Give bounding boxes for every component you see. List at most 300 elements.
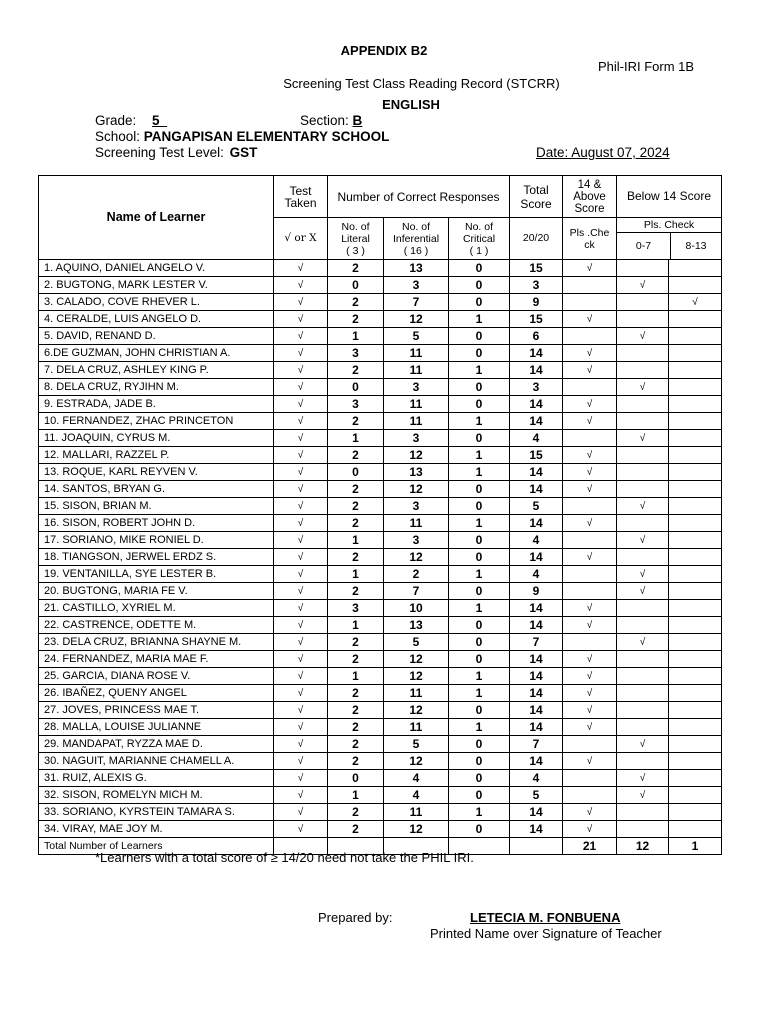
below-8-13-mark (669, 753, 722, 770)
test-taken-mark: √ (274, 787, 328, 804)
below-8-13-mark (669, 617, 722, 634)
document-subtitle: Screening Test Class Reading Record (STCRR) (283, 76, 560, 91)
above-14-mark: √ (563, 668, 617, 685)
col-above-sub: Pls .Che ck (563, 218, 617, 260)
section-line (300, 113, 362, 128)
below-0-7-mark: √ (617, 328, 669, 345)
literal-score: 2 (328, 362, 384, 379)
literal-count: ( 3 ) (346, 244, 365, 257)
literal-score: 0 (328, 464, 384, 481)
below-8-13-mark (669, 787, 722, 804)
literal-score: 2 (328, 447, 384, 464)
above-14-mark (563, 379, 617, 396)
learner-rows (39, 260, 722, 838)
literal-score: 2 (328, 413, 384, 430)
learner-name: 1. AQUINO, DANIEL ANGELO V. (39, 260, 274, 277)
table-row (39, 515, 722, 532)
school-line (95, 129, 389, 144)
below-8-13-mark: √ (669, 294, 722, 311)
learner-name: 31. RUIZ, ALEXIS G. (39, 770, 274, 787)
below-8-13-mark (669, 345, 722, 362)
critical-score: 0 (449, 702, 510, 719)
table-row (39, 430, 722, 447)
below-8-13-mark (669, 413, 722, 430)
inferential-score: 13 (384, 464, 449, 481)
learner-name: 10. FERNANDEZ, ZHAC PRINCETON (39, 413, 274, 430)
critical-score: 0 (449, 498, 510, 515)
learner-name: 6.DE GUZMAN, JOHN CHRISTIAN A. (39, 345, 274, 362)
below-0-7-mark (617, 617, 669, 634)
critical-score: 0 (449, 328, 510, 345)
literal-score: 2 (328, 685, 384, 702)
test-taken-mark: √ (274, 583, 328, 600)
below-8-13-mark (669, 277, 722, 294)
literal-score: 3 (328, 396, 384, 413)
learner-name: 8. DELA CRUZ, RYJIHN M. (39, 379, 274, 396)
below-0-7-mark (617, 294, 669, 311)
footnote: *Learners with a total score of ≥ 14/20 need not take the PHIL IRI. (95, 850, 474, 865)
literal-score: 1 (328, 532, 384, 549)
level-line (95, 145, 257, 160)
total-score: 14 (510, 804, 563, 821)
literal-score: 1 (328, 617, 384, 634)
total-score: 15 (510, 260, 563, 277)
below-8-13-mark (669, 583, 722, 600)
above-14-mark: √ (563, 345, 617, 362)
critical-score: 0 (449, 583, 510, 600)
critical-score: 1 (449, 668, 510, 685)
test-taken-mark: √ (274, 464, 328, 481)
below-0-7-mark: √ (617, 379, 669, 396)
above-14-mark: √ (563, 447, 617, 464)
table-row (39, 583, 722, 600)
critical-score: 1 (449, 515, 510, 532)
above-14-mark: √ (563, 702, 617, 719)
col-literal-header (328, 218, 384, 260)
inferential-score: 12 (384, 447, 449, 464)
below-8-13-mark (669, 447, 722, 464)
col-test-taken-header: Test Taken (274, 176, 328, 218)
col-test-taken-sub: √ or X (274, 218, 328, 260)
form-code: Phil-IRI Form 1B (598, 59, 695, 74)
critical-score: 0 (449, 736, 510, 753)
level-label: Screening Test Level: (95, 145, 224, 160)
above-14-mark: √ (563, 464, 617, 481)
critical-score: 1 (449, 566, 510, 583)
learner-name: 5. DAVID, RENAND D. (39, 328, 274, 345)
below-range-a: 0-7 (617, 233, 671, 259)
test-taken-mark: √ (274, 277, 328, 294)
below-0-7-mark (617, 668, 669, 685)
inferential-score: 11 (384, 515, 449, 532)
total-score: 14 (510, 702, 563, 719)
literal-score: 0 (328, 379, 384, 396)
learner-name: 32. SISON, ROMELYN MICH M. (39, 787, 274, 804)
inferential-score: 11 (384, 685, 449, 702)
literal-score: 2 (328, 634, 384, 651)
table-row (39, 685, 722, 702)
critical-score: 1 (449, 362, 510, 379)
total-score: 9 (510, 583, 563, 600)
total-score: 14 (510, 685, 563, 702)
test-taken-mark: √ (274, 702, 328, 719)
above-14-mark: √ (563, 362, 617, 379)
critical-score: 0 (449, 345, 510, 362)
below-0-7-mark: √ (617, 566, 669, 583)
prepared-by-label: Prepared by: (318, 910, 393, 925)
critical-score: 0 (449, 770, 510, 787)
below-0-7-mark: √ (617, 430, 669, 447)
test-taken-mark: √ (274, 515, 328, 532)
col-below-header: Below 14 Score (617, 176, 722, 218)
below-8-13-mark (669, 804, 722, 821)
learner-name: 33. SORIANO, KYRSTEIN TAMARA S. (39, 804, 274, 821)
total-score: 7 (510, 736, 563, 753)
level-value: GST (229, 145, 258, 160)
appendix-title: APPENDIX B2 (340, 43, 428, 58)
school-label: School: (95, 129, 141, 144)
table-row (39, 379, 722, 396)
below-0-7-mark (617, 260, 669, 277)
above-14-mark: √ (563, 821, 617, 838)
grade-value: 5_ (152, 113, 168, 128)
below-0-7-mark: √ (617, 277, 669, 294)
total-score: 14 (510, 651, 563, 668)
table-row (39, 617, 722, 634)
test-taken-mark: √ (274, 481, 328, 498)
above-14-mark: √ (563, 515, 617, 532)
learner-name: 19. VENTANILLA, SYE LESTER B. (39, 566, 274, 583)
total-score: 14 (510, 600, 563, 617)
total-score: 14 (510, 753, 563, 770)
above-14-mark: √ (563, 549, 617, 566)
below-8-13-mark (669, 702, 722, 719)
critical-score: 0 (449, 549, 510, 566)
col-total-header: Total Score (510, 176, 563, 218)
total-score: 14 (510, 821, 563, 838)
literal-score: 2 (328, 260, 384, 277)
section-value: B (352, 113, 363, 128)
inferential-score: 11 (384, 362, 449, 379)
critical-score: 0 (449, 277, 510, 294)
below-8-13-mark (669, 464, 722, 481)
table-row (39, 447, 722, 464)
literal-score: 2 (328, 583, 384, 600)
test-taken-mark: √ (274, 345, 328, 362)
table-row (39, 566, 722, 583)
below-0-7-mark: √ (617, 787, 669, 804)
above-14-mark: √ (563, 311, 617, 328)
below-0-7-mark (617, 362, 669, 379)
inferential-score: 4 (384, 787, 449, 804)
critical-score: 0 (449, 787, 510, 804)
below-8-13-mark (669, 566, 722, 583)
inferential-score: 11 (384, 345, 449, 362)
learner-name: 24. FERNANDEZ, MARIA MAE F. (39, 651, 274, 668)
test-taken-mark: √ (274, 260, 328, 277)
literal-score: 1 (328, 430, 384, 447)
above-14-mark: √ (563, 719, 617, 736)
table-row (39, 787, 722, 804)
table-row (39, 413, 722, 430)
table-row (39, 464, 722, 481)
inferential-score: 7 (384, 583, 449, 600)
below-0-7-mark (617, 821, 669, 838)
table-row (39, 396, 722, 413)
table-row (39, 634, 722, 651)
learner-name: 12. MALLARI, RAZZEL P. (39, 447, 274, 464)
below-0-7-mark (617, 515, 669, 532)
learner-name: 22. CASTRENCE, ODETTE M. (39, 617, 274, 634)
literal-score: 1 (328, 668, 384, 685)
test-taken-mark: √ (274, 379, 328, 396)
learner-name: 26. IBAÑEZ, QUENY ANGEL (39, 685, 274, 702)
col-below-sub (617, 218, 722, 260)
literal-score: 0 (328, 277, 384, 294)
literal-score: 2 (328, 719, 384, 736)
learner-name: 16. SISON, ROBERT JOHN D. (39, 515, 274, 532)
total-score: 9 (510, 294, 563, 311)
learner-name: 13. ROQUE, KARL REYVEN V. (39, 464, 274, 481)
below-0-7-mark (617, 447, 669, 464)
total-score: 14 (510, 515, 563, 532)
below-8-13-mark (669, 668, 722, 685)
learner-name: 11. JOAQUIN, CYRUS M. (39, 430, 274, 447)
above-14-mark: √ (563, 804, 617, 821)
table-row (39, 549, 722, 566)
totals-below-a: 12 (617, 838, 669, 855)
above-14-mark (563, 566, 617, 583)
below-8-13-mark (669, 736, 722, 753)
total-score: 3 (510, 277, 563, 294)
inferential-score: 3 (384, 379, 449, 396)
critical-score: 0 (449, 821, 510, 838)
below-0-7-mark: √ (617, 532, 669, 549)
critical-score: 0 (449, 379, 510, 396)
literal-score: 3 (328, 345, 384, 362)
test-taken-mark: √ (274, 719, 328, 736)
inferential-score: 7 (384, 294, 449, 311)
col-correct-header: Number of Correct Responses (328, 176, 510, 218)
below-0-7-mark (617, 464, 669, 481)
above-14-mark (563, 277, 617, 294)
literal-score: 2 (328, 549, 384, 566)
above-14-mark: √ (563, 617, 617, 634)
inferential-count: ( 16 ) (403, 244, 429, 257)
below-range-b: 8-13 (685, 240, 707, 252)
above-14-mark (563, 498, 617, 515)
total-score: 14 (510, 549, 563, 566)
col-name-header: Name of Learner (39, 176, 274, 260)
total-score: 5 (510, 498, 563, 515)
learner-name: 29. MANDAPAT, RYZZA MAE D. (39, 736, 274, 753)
test-taken-mark: √ (274, 668, 328, 685)
table-row (39, 311, 722, 328)
below-8-13-mark (669, 498, 722, 515)
test-taken-mark: √ (274, 294, 328, 311)
total-score: 3 (510, 379, 563, 396)
total-score: 6 (510, 328, 563, 345)
critical-score: 0 (449, 634, 510, 651)
learner-name: 3. CALADO, COVE RHEVER L. (39, 294, 274, 311)
below-0-7-mark: √ (617, 634, 669, 651)
total-score: 14 (510, 362, 563, 379)
below-0-7-mark (617, 600, 669, 617)
below-0-7-mark (617, 549, 669, 566)
learner-name: 28. MALLA, LOUISE JULIANNE (39, 719, 274, 736)
below-0-7-mark (617, 413, 669, 430)
table-row (39, 532, 722, 549)
literal-score: 2 (328, 294, 384, 311)
test-taken-mark: √ (274, 328, 328, 345)
teacher-name: LETECIA M. FONBUENA (470, 910, 621, 925)
table-row (39, 651, 722, 668)
above-14-mark: √ (563, 651, 617, 668)
section-label: Section: (300, 113, 349, 128)
literal-score: 2 (328, 702, 384, 719)
below-8-13-mark (669, 481, 722, 498)
critical-score: 1 (449, 413, 510, 430)
total-score: 4 (510, 770, 563, 787)
below-8-13-mark (669, 379, 722, 396)
test-taken-mark: √ (274, 600, 328, 617)
literal-score: 3 (328, 600, 384, 617)
inferential-label: No. of Inferential (392, 220, 440, 245)
col-total-sub: 20/20 (510, 218, 563, 260)
literal-score: 2 (328, 311, 384, 328)
grade-label: Grade: (95, 113, 137, 128)
above-14-mark: √ (563, 396, 617, 413)
critical-count: ( 1 ) (469, 244, 489, 257)
literal-label: No. of Literal (341, 220, 370, 245)
total-score: 14 (510, 617, 563, 634)
table-row (39, 345, 722, 362)
col-inferential-header (384, 218, 449, 260)
subject-title: ENGLISH (382, 97, 440, 112)
above-14-mark (563, 583, 617, 600)
above-14-mark (563, 532, 617, 549)
table-row (39, 736, 722, 753)
table-row (39, 719, 722, 736)
total-score: 7 (510, 634, 563, 651)
above-14-mark: √ (563, 260, 617, 277)
table-row (39, 328, 722, 345)
above-14-mark (563, 294, 617, 311)
inferential-score: 11 (384, 413, 449, 430)
below-0-7-mark: √ (617, 770, 669, 787)
table-row (39, 277, 722, 294)
above-14-mark: √ (563, 600, 617, 617)
inferential-score: 2 (384, 566, 449, 583)
total-score: 4 (510, 430, 563, 447)
total-score: 14 (510, 668, 563, 685)
test-taken-mark: √ (274, 396, 328, 413)
critical-score: 1 (449, 311, 510, 328)
below-8-13-mark (669, 396, 722, 413)
below-8-13-mark (669, 651, 722, 668)
below-0-7-mark (617, 651, 669, 668)
col-above-header: 14 & Above Score (563, 176, 617, 218)
literal-score: 0 (328, 770, 384, 787)
below-8-13-mark (669, 532, 722, 549)
literal-score: 2 (328, 481, 384, 498)
inferential-score: 12 (384, 311, 449, 328)
table-row (39, 260, 722, 277)
test-taken-mark: √ (274, 447, 328, 464)
test-taken-mark: √ (274, 634, 328, 651)
critical-label: No. of Critical (462, 220, 496, 245)
test-taken-mark: √ (274, 532, 328, 549)
below-8-13-mark (669, 311, 722, 328)
inferential-score: 5 (384, 328, 449, 345)
above-14-mark: √ (563, 413, 617, 430)
below-8-13-mark (669, 821, 722, 838)
table-row (39, 362, 722, 379)
critical-score: 1 (449, 719, 510, 736)
learner-name: 2. BUGTONG, MARK LESTER V. (39, 277, 274, 294)
above-14-mark (563, 770, 617, 787)
table-row (39, 753, 722, 770)
below-8-13-mark (669, 515, 722, 532)
learner-name: 17. SORIANO, MIKE RONIEL D. (39, 532, 274, 549)
critical-score: 0 (449, 294, 510, 311)
above-14-mark: √ (563, 481, 617, 498)
inferential-score: 12 (384, 651, 449, 668)
below-0-7-mark (617, 753, 669, 770)
critical-score: 0 (449, 753, 510, 770)
learner-name: 27. JOVES, PRINCESS MAE T. (39, 702, 274, 719)
below-8-13-mark (669, 328, 722, 345)
learner-name: 34. VIRAY, MAE JOY M. (39, 821, 274, 838)
inferential-score: 12 (384, 702, 449, 719)
test-taken-mark: √ (274, 804, 328, 821)
critical-score: 1 (449, 464, 510, 481)
above-14-mark (563, 634, 617, 651)
below-8-13-mark (669, 634, 722, 651)
inferential-score: 11 (384, 719, 449, 736)
inferential-score: 12 (384, 668, 449, 685)
inferential-score: 10 (384, 600, 449, 617)
total-score: 14 (510, 464, 563, 481)
inferential-score: 3 (384, 430, 449, 447)
above-14-mark (563, 430, 617, 447)
critical-score: 0 (449, 430, 510, 447)
test-taken-mark: √ (274, 430, 328, 447)
test-taken-mark: √ (274, 617, 328, 634)
learner-name: 25. GARCIA, DIANA ROSE V. (39, 668, 274, 685)
below-0-7-mark (617, 396, 669, 413)
literal-score: 2 (328, 736, 384, 753)
below-0-7-mark: √ (617, 736, 669, 753)
literal-score: 2 (328, 821, 384, 838)
school-value: PANGAPISAN ELEMENTARY SCHOOL (143, 129, 390, 144)
literal-score: 1 (328, 328, 384, 345)
below-0-7-mark (617, 685, 669, 702)
total-score: 14 (510, 396, 563, 413)
test-taken-mark: √ (274, 498, 328, 515)
learner-name: 4. CERALDE, LUIS ANGELO D. (39, 311, 274, 328)
inferential-score: 13 (384, 617, 449, 634)
critical-score: 1 (449, 600, 510, 617)
table-row (39, 770, 722, 787)
critical-score: 1 (449, 447, 510, 464)
signature-caption: Printed Name over Signature of Teacher (430, 926, 662, 941)
test-taken-mark: √ (274, 651, 328, 668)
critical-score: 0 (449, 532, 510, 549)
inferential-score: 12 (384, 753, 449, 770)
critical-score: 1 (449, 804, 510, 821)
reading-record-table (38, 175, 722, 855)
